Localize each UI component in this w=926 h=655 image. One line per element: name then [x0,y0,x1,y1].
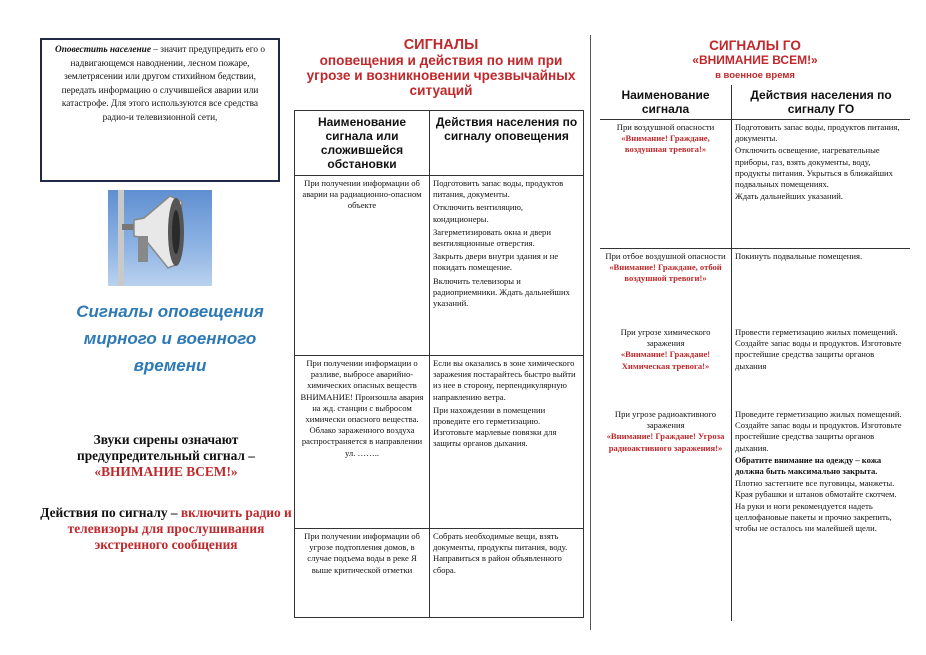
signal-cell [600,407,732,621]
actions-cell [430,176,584,356]
header-actions: Действия населения по сигналу оповещения [430,111,584,176]
actions-cell [732,325,911,407]
column-divider [590,35,591,630]
signal-context: При отбое воздушной опасности [605,251,726,261]
header-signal-name: Наименование сигнала [600,85,732,120]
action-item: Если вы оказались в зоне химического заражения постарайтесь быстро выйти из нее в сторону, перпендикулярную направлению ветра. [433,358,576,402]
action-item: Закрыть двери внутри здания и не покидать помещение. [433,251,559,273]
signal-text: «Внимание! Граждане! Химическая тревога!» [620,349,711,371]
actions-cell [430,529,584,618]
wartime-title [600,38,910,83]
wartime-signals-table [600,85,910,621]
table-row [600,407,910,621]
action-item: Подготовить запас воды, продуктов питания, документы. [735,122,900,144]
action-item: Плотно застегните все пуговицы, манжеты. Края рубашки и штанов обмотайте скотчем. На руки и ноги рекомендуется надеть целлофановые пакеты и прочно закрепить, чтобы не осталось ни малейшей щели. [735,478,897,534]
table-row [295,356,584,529]
header-population-actions: Действия населения по сигналу ГО [732,85,911,120]
brochure-subtitle: Сигналы оповещения мирного и военного времени [76,302,264,375]
table-row [295,529,584,618]
peacetime-signals-table [294,110,584,618]
signal-text: «Внимание! Граждане! Угроза радиоактивного заражения!» [606,431,725,453]
middle-title-line1: СИГНАЛЫ [403,37,479,53]
situation-cell: При получении информации об аварии на радиационно-опасном объекте [295,176,430,356]
action-label: Действия по сигналу – [40,505,178,520]
table-row [600,120,910,249]
middle-title [296,38,586,98]
action-item: Ждать дальнейших указаний. [735,191,843,202]
actions-cell [732,407,911,621]
signal-context: При угрозе радиоактивного заражения [614,409,717,431]
header-signal: Наименование сигнала или сложившейся обстановки [295,111,430,176]
action-item: Подготовить запас воды, продуктов питания, документы. [433,178,564,200]
action-item: Проведите герметизацию жилых помещений. Создайте запас воды и продуктов. Изготовьте простейшие средства защиты органов дыхания. [735,409,902,453]
action-item: Включить телевизоры и радиоприемники. Ждать дальнейших указаний. [433,275,570,309]
table-row [295,176,584,356]
signal-cell [600,120,732,249]
wartime-title-line1: СИГНАЛЫ ГО [709,38,801,53]
wartime-title-line2: «ВНИМАНИЕ ВСЕМ!» [692,53,818,67]
actions-cell [732,120,911,249]
action-item: Покинуть подвальные помещения. [735,251,863,261]
signal-text: «Внимание! Граждане, воздушная тревога!» [621,133,710,155]
definition-term: Оповестить население [54,45,151,55]
action-item: При нахождении в помещении проведите его герметизацию. Изготовьте марлевые повязки для защиты органов дыхания. [433,404,557,449]
definition-box [40,38,280,182]
action-item: Обратите внимание на одежду – кожа должна быть максимально закрыта. [735,454,882,477]
wartime-title-line3: в военное время [715,70,795,81]
loudspeaker-image [108,190,212,286]
actions-cell [430,356,584,529]
situation-cell: При получении информации об угрозе подтопления домов, в случае подъема воды в реке Я выше критической отметки [295,529,430,618]
signal-context: При воздушной опасности [616,122,715,132]
definition-text: – значит предупредить его о надвигающемся наводнении, лесном пожаре, землетрясении или другом стихийном бедствии, передать информацию о случившейся аварии или катастрофе. Для этого используются все средства радио-и телевизионной сети, [61,45,266,123]
siren-signal: «ВНИМАНИЕ ВСЕМ!» [94,464,238,479]
siren-text: Звуки сирены означают предупредительный сигнал – [77,432,255,463]
action-item: Собрать необходимые вещи, взять документы, продукты питания, воду. Направиться в район объявленного сбора. [433,531,568,575]
action-item: Отключить вентиляцию, кондиционеры. [433,202,524,224]
action-item: Отключить освещение, нагревательные приборы, газ, взять документы, воду, продукты питания. Укрыться в ближайших подвальных помещениях. [735,145,893,190]
siren-block [40,432,292,480]
signal-context: При угрозе химического заражения [620,327,711,349]
action-text: включить радио и телевизоры для прослушивания экстренного сообщения [67,505,292,552]
action-item: Загерметизировать окна и двери вентиляционные отверстия. [433,226,551,249]
table-header-row [295,111,584,176]
table-row [600,249,910,326]
signal-text: «Внимание! Граждане, отбой воздушной тревоги!» [609,262,722,284]
signal-cell [600,325,732,407]
action-item: Провести герметизацию жилых помещений. Создайте запас воды и продуктов. Изготовьте простейшие средства защиты органов дыхания [735,327,902,371]
situation-cell: При получении информации о разливе, выбросе аварийно-химических опасных веществ ВНИМАНИЕ! Произошла авария на жд. станции с выбросом химически опасного вещества. Облако зараженного воздуха распространяется в направлении ул. …….. [295,356,430,529]
middle-title-rest: оповещения и действия по ним при угрозе и возникновении чрезвычайных ситуаций [306,53,576,98]
action-block [40,505,292,553]
signal-cell [600,249,732,326]
actions-cell [732,249,911,326]
table-row [600,325,910,407]
table-header-row [600,85,910,120]
